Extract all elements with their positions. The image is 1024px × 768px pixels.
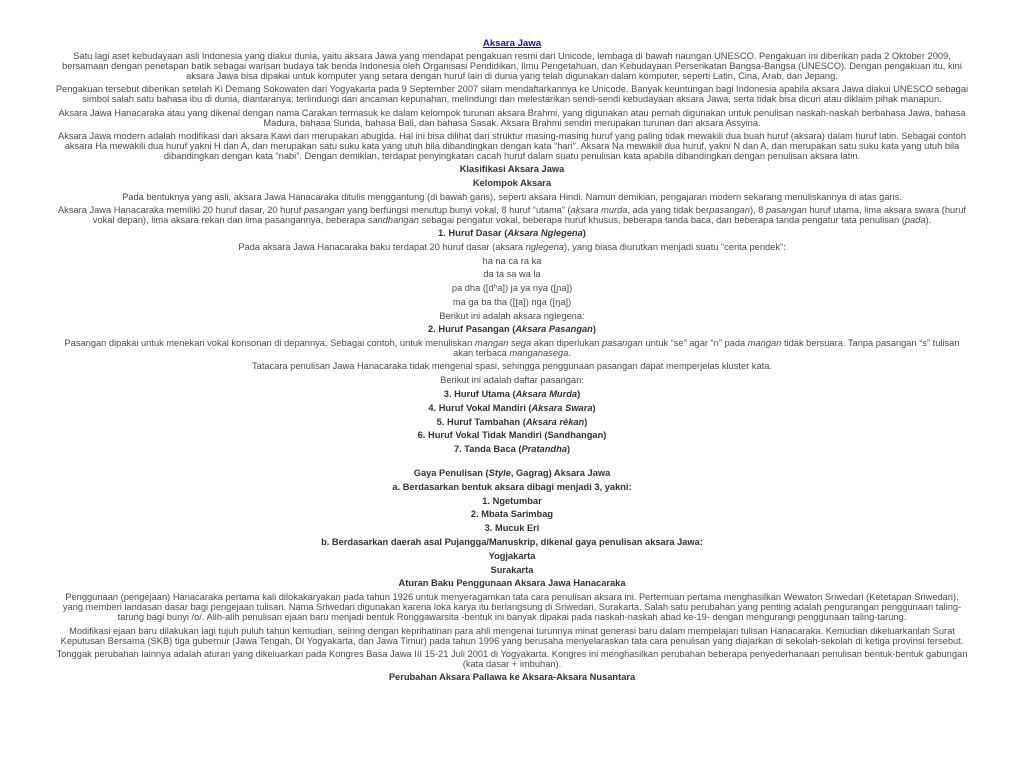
heading-huruf-dasar: 1. Huruf Dasar (Aksara Nglegena): [438, 227, 586, 238]
paragraph-aksara-modern: Aksara Jawa modern adalah modifikasi dari aksara Kawi dan merupakan abugida. Hal ini bisa dilihat dari struktur masing-masing huruf yang paling tidak mewakili dua buah huruf (aksara) dalam huruf latin. Sebagai contoh aksara Ha mewakili dua huruf yakni H dan A, dan merupakan satu suku kata yang utuh bila dibandingkan dengan kata “hari”. Aksara Na mewakili dua huruf, yakni N dan A, dan merupakan satu suku kata yang utuh bila dibandingkan dengan kata “nabi”. Dengan demikian, terdapat penyingkatan cacah huruf dalam suatu penulisan kata apabila dibandingkan dengan penulisan aksara latin.: [58, 130, 966, 161]
heading-perubahan-pallawa: Perubahan Aksara Pallawa ke Aksara-Aksara Nusantara: [388, 671, 636, 682]
list-item-gaya: 2. Mbata Sarimbag: [470, 509, 554, 520]
paragraph-huruf-dasar: Pada aksara Jawa Hanacaraka baku terdapat 20 huruf dasar (aksara nglegena), yang biasa diurutkan menjadi suatu “cerita pendek”:: [238, 241, 786, 252]
heading-huruf-pasangan: 2. Huruf Pasangan (Aksara Pasangan): [428, 324, 596, 335]
heading-aturan-baku: Aturan Baku Penggunaan Aksara Jawa Hanacaraka: [398, 578, 626, 589]
list-item-gaya: 1. Ngetumbar: [482, 495, 542, 506]
list-item-gaya: 3. Mucuk Eri: [484, 523, 540, 534]
paragraph-kongres: Tonggak perubahan lainnya adalah aturan yang dikeluarkan pada Kongres Basa Jawa III 15-21 Juli 2001 di Yogyakarta. Kongres ini menghasilkan perubahan beberapa penyederhanaan penulisan bentuk-bentuk gabungan (kata dasar + imbuhan).: [56, 648, 968, 669]
text-berikut-pasangan: Berikut ini adalah daftar pasangan:: [440, 375, 584, 386]
document-title: [54, 38, 970, 49]
paragraph-pasangan: Pasangan dipakai untuk menekan vokal konsonan di depannya. Sebagai contoh, untuk menuliskan mangan sega akan diperlukan pasangan untuk “se” agar “n” pada mangan tidak bersuara. Tanpa pasangan “s” tulisan akan terbaca manganasega.: [64, 338, 960, 359]
heading-gaya-bentuk: a. Berdasarkan bentuk aksara dibagi menjadi 3, yakni:: [392, 481, 632, 492]
paragraph-bentuk-asli: Pada bentuknya yang asli, aksara Jawa Hanacaraka ditulis menggantung (di bawah garis), seperti aksara Hindi. Namun demikian, pengajaran modern sekarang menuliskannya di atas garis.: [122, 191, 902, 202]
list-item-daerah: Yogjakarta: [488, 550, 536, 561]
hanacaraka-row: da ta sa wa la: [483, 269, 541, 280]
heading-tanda-baca: 7. Tanda Baca (Pratandha): [453, 444, 571, 455]
heading-vokal-mandiri: 4. Huruf Vokal Mandiri (Aksara Swara): [428, 402, 596, 413]
hanacaraka-row: ma ga ba tha ([ʈa]) nga ([ŋa]): [452, 296, 572, 307]
list-item-daerah: Surakarta: [490, 564, 534, 575]
paragraph-ejaan-1926: Penggunaan (pengejaan) Hanacaraka pertama kali dilokakaryakan pada tahun 1926 untuk menyeragamkan tata cara penulisan aksara ini. Pertemuan pertama menghasilkan Wewaton Sriwedari (Ketetapan Sriwedari), yang memberi landasan dasar bagi pengejaan tulisan. Nama Sriwedari digunakan karena loka karya itu berlangsung di Sriwedari, Surakarta. Salah satu perubahan yang penting adalah pengurangan penggunaan taling-tarung bagi bunyi /o/. Alih-alih penulisan ejaan baru menjadi bentuk Ronggawarsita -bentuk ini banyak dipakai pada naskah-naskah abad ke-19- dengan mengurangi penggunaan taling-tarung.: [62, 592, 962, 623]
paragraph-tatacara: Tatacara penulisan Jawa Hanacaraka tidak mengenal spasi, sehingga penggunaan pasangan dapat memperjelas kluster kata.: [252, 361, 772, 372]
paragraph-ki-demang: Pengakuan tersebut diberikan setelah Ki Demang Sokowaten dari Yogyakarta pada 9 September 2007 silam mendaftarkannya ke Unicode. Banyak keuntungan bagi Indonesia apabila aksara Jawa diakui UNESCO sebagai simbol salah satu bahasa ibu di dunia, diantaranya: terlindungi dari ancaman kepunahan, melindungi dan melestarikan sendi-sendi kebudayaan aksara Jawa, serta tidak bisa dicuri atau diklaim pihak manapun.: [55, 84, 969, 105]
hanacaraka-row: ha na ca ra ka: [482, 255, 542, 266]
title-link[interactable]: Aksara Jawa: [482, 38, 542, 49]
heading-klasifikasi: Klasifikasi Aksara Jawa: [459, 164, 565, 175]
paragraph-jumlah-huruf: Aksara Jawa Hanacaraka memiliki 20 huruf dasar, 20 huruf pasangan yang berfungsi menutup bunyi vokal, 8 huruf “utama” (aksara murda, ada yang tidak berpasangan), 8 pasangan huruf utama, lima aksara swara (huruf vokal depan), lima aksara rekan dan lima pasangannya, beberapa sandhangan sebagai pengatur vokal, beberapa huruf khusus, beberapa tanda baca, dan beberapa tanda pengatur tata penulisan (pada).: [57, 204, 967, 225]
paragraph-modifikasi-ejaan: Modifikasi ejaan baru dilakukan lagi tujuh puluh tahun kemudian, seiring dengan keprihatinan para ahli mengenai turunnya minat generasi baru dalam mempelajari tulisan Hanacaraka. Kemudian dikeluarkanlah Surat Keputusan Bersama (SKB) tiga gubernur (Jawa Tengah, DI Yogyakarta, dan Jawa Timur) pada tahun 1996 yang berusaha menyelaraskan tata cara penulisan yang diajarkan di sekolah-sekolah di ketiga provinsi tersebut.: [60, 625, 964, 646]
spacer: [54, 458, 970, 468]
heading-vokal-tidak-mandiri: 6. Huruf Vokal Tidak Mandiri (Sandhangan): [417, 430, 607, 441]
heading-huruf-utama: 3. Huruf Utama (Aksara Murda): [443, 389, 581, 400]
hanacaraka-row: pa dha ([dʰa]) ja ya nya ([ɲa]): [451, 283, 573, 294]
heading-gaya-penulisan: Gaya Penulisan (Style, Gagrag) Aksara Jawa: [413, 468, 611, 479]
heading-huruf-tambahan: 5. Huruf Tambahan (Aksara rèkan): [436, 416, 588, 427]
heading-kelompok-aksara: Kelompok Aksara: [472, 177, 552, 188]
heading-gaya-daerah: b. Berdasarkan daerah asal Pujangga/Manuskrip, dikenal gaya penulisan aksara Jawa:: [321, 537, 703, 548]
paragraph-pengakuan-unicode: Satu lagi aset kebudayaan asli Indonesia yang diakui dunia, yaitu aksara Jawa yang mendapat pengakuan resmi dari Unicode, lembaga di bawah naungan UNESCO. Pengakuan ini diberikan pada 2 Oktober 2009, bersamaan dengan penetapan batik sebagai warisan budaya tak benda Indonesia oleh Organisasi Pendidikan, Ilmu Pengetahuan, dan Kebudayaan Perserikatan Bangsa-Bangsa (UNESCO). Dengan pengakuan itu, kini aksara Jawa bisa dipakai untuk komputer yang setara dengan huruf lain di dunia yang telah digunakan dalam komputer, seperti Latin, Cina, Arab, dan Jepang.: [62, 51, 962, 82]
text-berikut-nglegena: Berikut ini adalah aksara nglegena:: [439, 310, 585, 321]
paragraph-carakan: Aksara Jawa Hanacaraka atau yang dikenal dengan nama Carakan termasuk ke dalam kelompok turunan aksara Brahmi, yang digunakan atau pernah digunakan untuk penulisan naskah-naskah berbahasa Jawa, bahasa Madura, bahasa Sunda, bahasa Bali, dan bahasa Sasak. Aksara Brahmi sendiri merupakan turunan dari aksara Assyiria.: [58, 107, 966, 128]
